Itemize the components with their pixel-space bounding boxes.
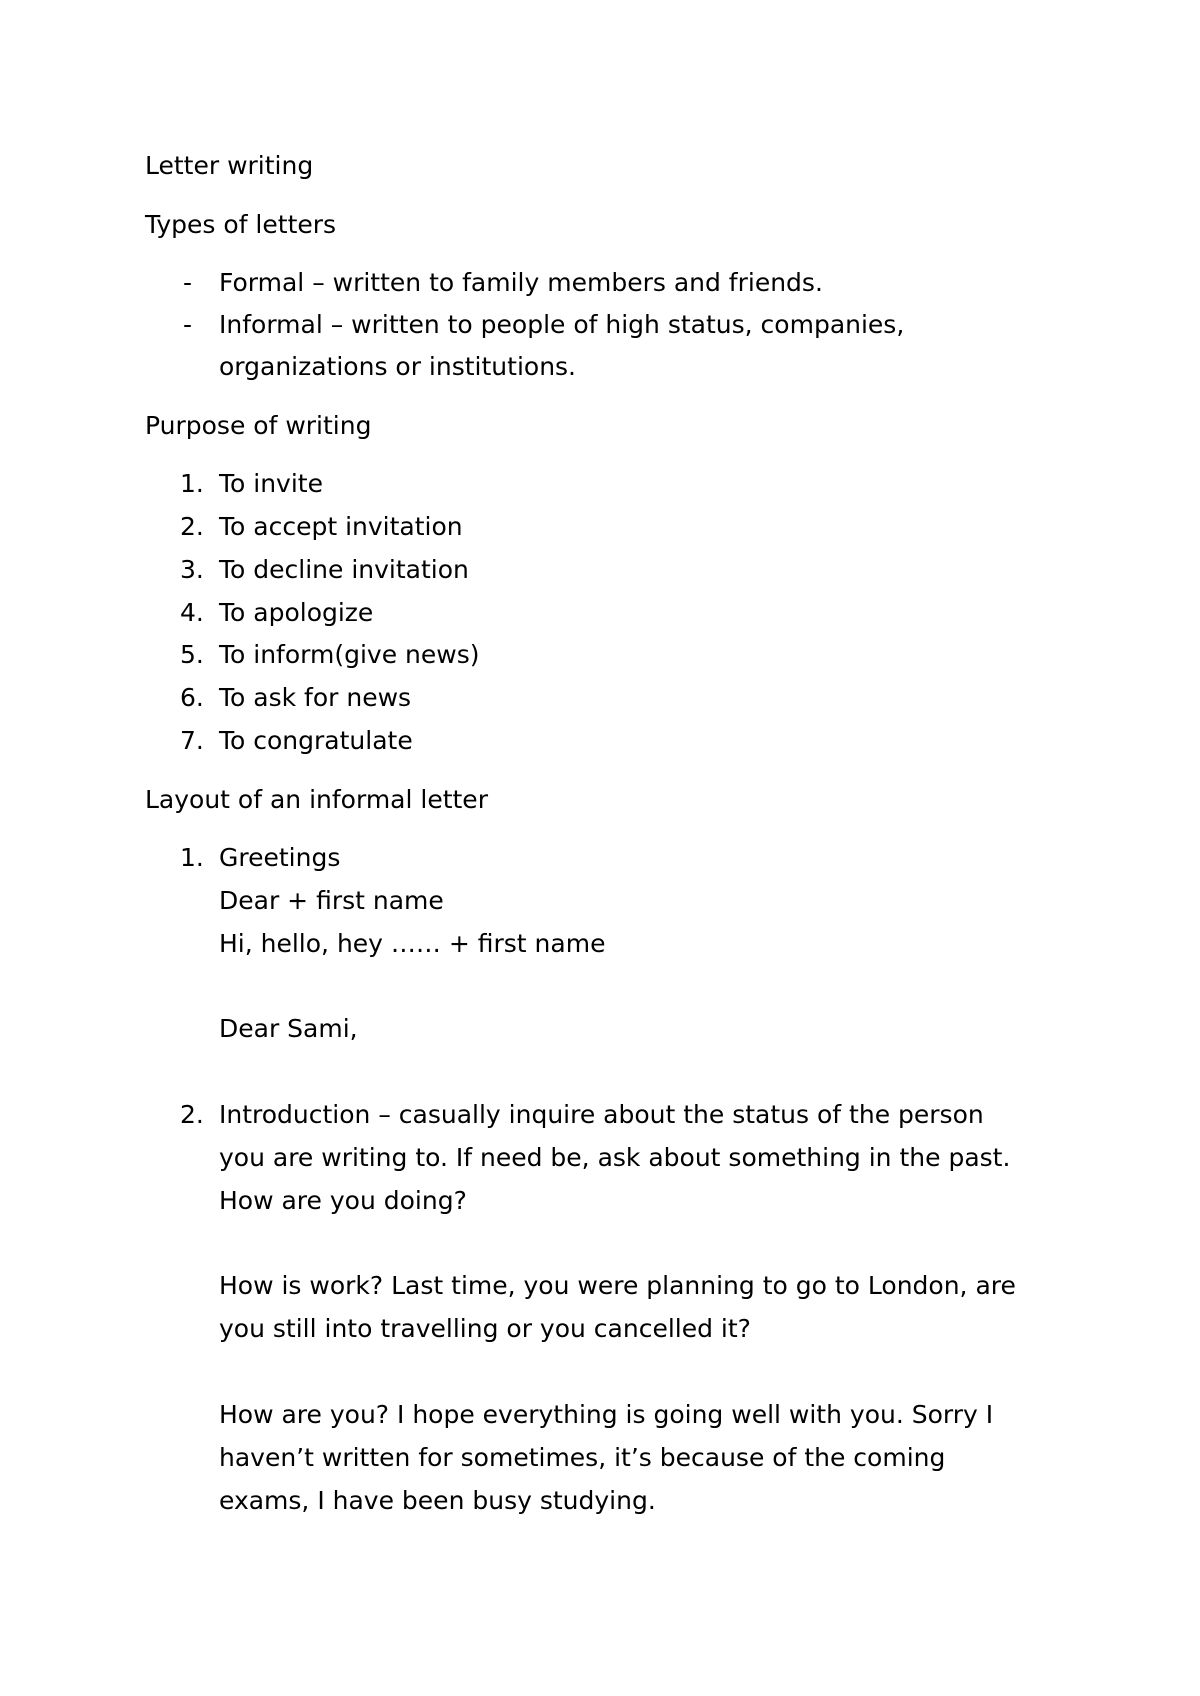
list-number: 4.: [180, 598, 204, 627]
purpose-item-text: To accept invitation: [219, 512, 463, 541]
introduction-example-line: How is work? Last time, you were planning to go to London, are: [219, 1271, 1016, 1300]
purpose-item-text: To apologize: [219, 598, 374, 627]
introduction-line: How are you doing?: [219, 1186, 467, 1215]
list-number: 2.: [180, 1100, 204, 1129]
list-number: 7.: [180, 726, 204, 755]
types-item-text: organizations or institutions.: [219, 352, 577, 381]
introduction-example-line: haven’t written for sometimes, it’s because of the coming: [219, 1443, 946, 1472]
types-item-text: Informal – written to people of high status, companies,: [219, 310, 905, 339]
purpose-item-text: To decline invitation: [219, 555, 469, 584]
list-number: 2.: [180, 512, 204, 541]
types-item-text: Formal – written to family members and friends.: [219, 268, 823, 297]
purpose-heading: Purpose of writing: [145, 411, 372, 440]
greetings-line: Hi, hello, hey …… + first name: [219, 929, 606, 958]
introduction-example-line: How are you? I hope everything is going well with you. Sorry I: [219, 1400, 994, 1429]
purpose-item-text: To inform(give news): [219, 640, 480, 669]
greetings-line: Dear + first name: [219, 886, 444, 915]
list-number: 1.: [180, 469, 204, 498]
layout-heading: Layout of an informal letter: [145, 785, 488, 814]
list-number: 3.: [180, 555, 204, 584]
list-number: 1.: [180, 843, 204, 872]
purpose-item-text: To congratulate: [219, 726, 413, 755]
bullet-dash: -: [183, 268, 193, 297]
purpose-item-text: To invite: [219, 469, 323, 498]
types-heading: Types of letters: [145, 210, 337, 239]
introduction-example-line: you still into travelling or you cancelled it?: [219, 1314, 751, 1343]
list-number: 6.: [180, 683, 204, 712]
list-number: 5.: [180, 640, 204, 669]
greetings-label: Greetings: [219, 843, 341, 872]
introduction-example-line: exams, I have been busy studying.: [219, 1486, 656, 1515]
document-title: Letter writing: [145, 151, 314, 180]
introduction-line: you are writing to. If need be, ask about something in the past.: [219, 1143, 1011, 1172]
bullet-dash: -: [183, 310, 193, 339]
greetings-example: Dear Sami,: [219, 1014, 358, 1043]
purpose-item-text: To ask for news: [219, 683, 412, 712]
introduction-line: Introduction – casually inquire about the status of the person: [219, 1100, 984, 1129]
